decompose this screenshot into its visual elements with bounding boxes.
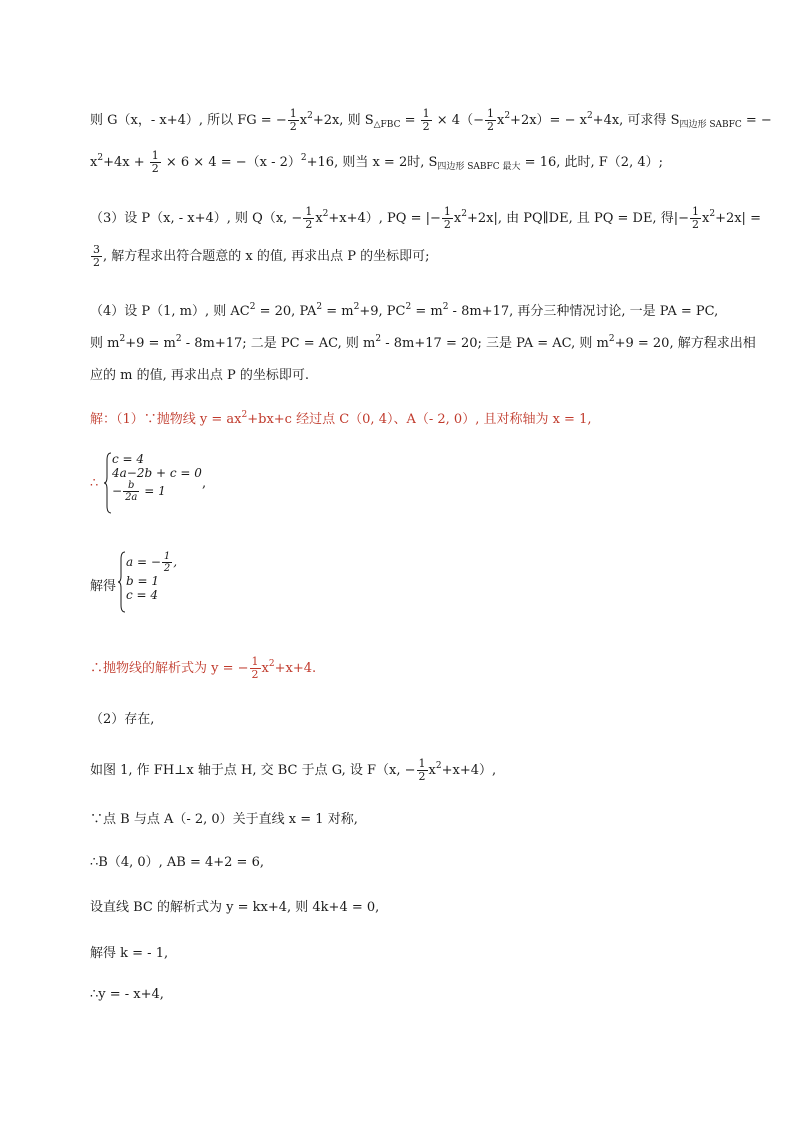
fraction: $\frac{1}{2}$ bbox=[443, 205, 451, 231]
solution-line-4: 如图 1, 作 FH⊥x 轴于点 H, 交 BC 于点 G, 设 F（x, − $\frac{1}{2}$ $x^2+x+4$）, bbox=[90, 757, 497, 783]
solution-line-1: 解：（1）∵抛物线 $y = ax^2+bx+c$ 经过点 C（0, 4）、A（- 2, 0）, 且对称轴为 x = 1, bbox=[90, 410, 592, 427]
fraction: $\frac{1}{2}$ bbox=[691, 205, 699, 231]
analysis-line-6: 则 $m^2+9 = m^2 - 8m+17$; 二是 PC = AC, 则 $m^2 - 8m+17 = 20$; 三是 PA = AC, 则 $m^2+9 = 20$, 解方程求出相 bbox=[90, 334, 756, 351]
left-brace-icon bbox=[104, 452, 112, 514]
fraction: $\frac{3}{2}$ bbox=[93, 243, 100, 269]
solution-line-3: （2）存在, bbox=[90, 712, 155, 727]
solution-line-6: ∴B（4, 0）, AB = 4+2 = 6, bbox=[90, 855, 264, 870]
analysis-line-5: （4）设 P（1, m）, 则 $AC^2 = 20$, $PA^2 = m^2+9$, $PC^2 = m^2 - 8m+17$, 再分三种情况讨论, 一是 PA = PC, bbox=[90, 302, 719, 319]
fraction: $\frac{1}{2}$ bbox=[418, 757, 426, 783]
left-brace-icon bbox=[118, 551, 126, 613]
analysis-line-1: 则 G（x，- x+4）, 所以 FG = − $\frac{1}{2}$ $x^2+2x$, 则 $S_{\triangle FBC}$ = $\frac{1}{2}$ × 4（− $\frac{1}{2}$ $x^2+2x)= - x^2+4x$, 可求得 $S_{四边形 SABFC}$ = − bbox=[90, 107, 772, 133]
fraction: $\frac{1}{2}$ bbox=[486, 107, 494, 133]
fraction: $\frac{1}{2}$ bbox=[151, 149, 159, 175]
analysis-line-3: （3）设 P（x, - x+4）, 则 Q（x, − $\frac{1}{2}$ $x^2+x+4$）, PQ = |− $\frac{1}{2}$ $x^2+2x|$, 由 PQ∥DE, 且 PQ = DE, 得|− $\frac{1}{2}$ $x^2+2x|$ = bbox=[90, 205, 761, 231]
equation-system-2: 解得 a = − $\frac{1}{2}$ , b = 1 c = 4 bbox=[90, 551, 290, 613]
fraction: $\frac{1}{2}$ bbox=[305, 205, 313, 231]
fraction: $\frac{1}{2}$ bbox=[422, 107, 430, 133]
solution-line-2: ∴抛物线的解析式为 y = − $\frac{1}{2}$ $x^2+x+4$. bbox=[90, 655, 317, 681]
solution-line-9: ∴y = - x+4, bbox=[90, 987, 164, 1002]
fraction: $\frac{1}{2}$ bbox=[289, 107, 297, 133]
equation-system-1: ∴ c = 4 4a−2b + c = 0 − $\frac{b}{2a}$ = 1 , bbox=[90, 452, 290, 514]
solution-line-7: 设直线 BC 的解析式为 y = kx+4, 则 4k+4 = 0, bbox=[90, 900, 380, 915]
fraction: $\frac{1}{2}$ bbox=[251, 655, 259, 681]
analysis-line-2: $x^2+4x$ + $\frac{1}{2}$ × 6 × 4 = −（x - 2）$^2$+16, 则当 x = 2时, $S_{四边形 SABFC 最大} = 16$, 此时, F（2, 4）; bbox=[90, 149, 663, 175]
solution-line-8: 解得 k = - 1, bbox=[90, 946, 169, 961]
analysis-line-4: $\frac{3}{2}$ , 解方程求出符合题意的 x 的值, 再求出点 P 的坐标即可; bbox=[93, 243, 430, 269]
analysis-line-7: 应的 m 的值, 再求出点 P 的坐标即可. bbox=[90, 368, 310, 383]
solution-line-5: ∵点 B 与点 A（- 2, 0）关于直线 x = 1 对称, bbox=[90, 812, 358, 827]
